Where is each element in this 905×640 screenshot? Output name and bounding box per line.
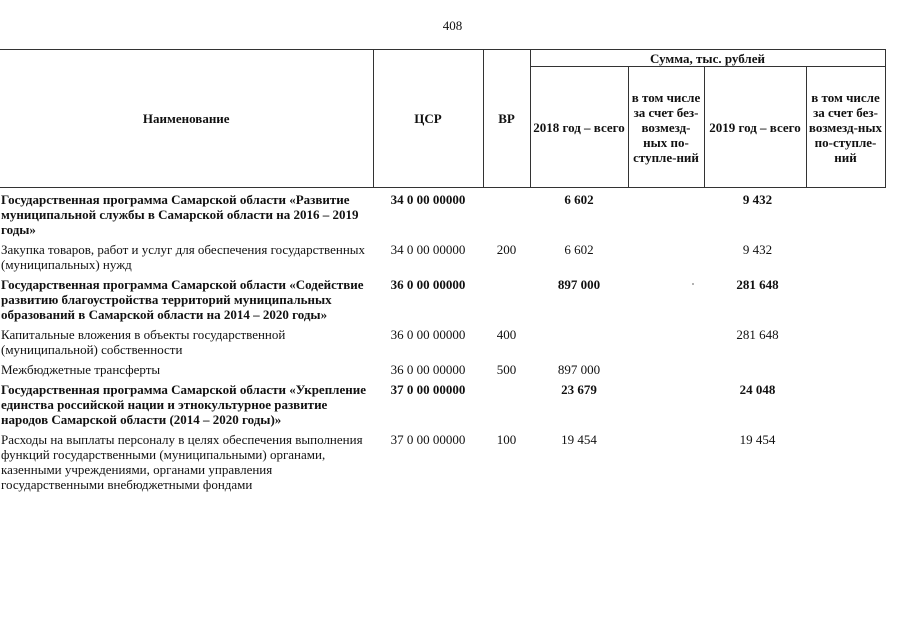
cell-vr: 200 <box>496 242 517 257</box>
header-sum-group: Сумма, тыс. рублей <box>530 50 885 67</box>
cell-vr <box>483 188 530 243</box>
cell-2018-free <box>628 327 704 362</box>
cell-2018-free <box>628 382 704 432</box>
cell-2018-total: 19 454 <box>561 432 597 447</box>
cell-2019-total: 19 454 <box>739 432 776 447</box>
cell-2018-total <box>530 327 628 362</box>
cell-csr: 36 0 00 00000 <box>390 327 466 342</box>
table-body <box>0 188 885 498</box>
cell-name: Государственная программа Самарской области «Укрепление единства российской нации и этнокультурное развитие народов Самарской области (2014 – 2020 годы)» <box>1 382 366 427</box>
header-csr: ЦСР <box>373 50 483 188</box>
cell-vr: 400 <box>496 327 517 342</box>
cell-vr <box>483 382 530 432</box>
header-2019-free: в том числе за счет без-возмезд-ных по-ступле-ний <box>806 67 885 188</box>
table-row <box>0 242 885 277</box>
budget-table <box>0 49 886 497</box>
program-row <box>0 382 885 432</box>
cell-2018-total: 897 000 <box>557 362 601 377</box>
cell-2018-free <box>628 188 704 243</box>
cell-name: Расходы на выплаты персоналу в целях обеспечения выполнения функций государственными (муниципальными) органами, казенными учреждениями, органами управления государственными внебюджетными фондами <box>1 432 363 492</box>
cell-2018-free <box>628 432 704 497</box>
cell-2019-total: 281 648 <box>736 327 779 342</box>
header-2019-total: 2019 год – всего <box>704 67 806 188</box>
cell-name: Государственная программа Самарской области «Содействие развитию благоустройства территорий муниципальных образований в Самарской области на 2014 – 2020 годы» <box>1 277 364 322</box>
cell-2018-free <box>628 242 704 277</box>
cell-name: Государственная программа Самарской области «Развитие муниципальной службы в Самарской области на 2016 – 2019 годы» <box>1 192 359 237</box>
cell-csr: 34 0 00 00000 <box>390 242 466 257</box>
cell-name: Межбюджетные трансферты <box>1 362 161 377</box>
cell-csr: 37 0 00 00000 <box>390 432 466 447</box>
cell-vr: 100 <box>496 432 517 447</box>
cell-2019-total: 24 048 <box>739 382 776 397</box>
cell-2018-total: 897 000 <box>557 277 601 292</box>
table-row <box>0 327 885 362</box>
table-row <box>0 432 885 497</box>
header-2018-total: 2018 год – всего <box>530 67 628 188</box>
program-row <box>0 277 885 327</box>
cell-2019-free <box>806 188 885 243</box>
cell-2019-free <box>806 242 885 277</box>
table-row <box>0 362 885 382</box>
cell-name: Капитальные вложения в объекты государственной (муниципальной) собственности <box>1 327 286 357</box>
cell-2018-free <box>628 362 704 382</box>
cell-vr: 500 <box>496 362 517 377</box>
cell-csr: 36 0 00 00000 <box>390 362 466 377</box>
cell-2019-total: 281 648 <box>736 277 779 292</box>
cell-csr: 34 0 00 00000 <box>390 192 466 207</box>
cell-2019-total: 9 432 <box>742 192 773 207</box>
cell-2019-total <box>704 362 806 382</box>
header-name: Наименование <box>0 50 373 188</box>
cell-2018-total: 6 602 <box>564 192 594 207</box>
cell-name: Закупка товаров, работ и услуг для обеспечения государственных (муниципальных) нужд <box>1 242 366 272</box>
cell-vr <box>483 277 530 327</box>
cell-2018-total: 23 679 <box>561 382 597 397</box>
cell-csr: 36 0 00 00000 <box>390 277 466 292</box>
program-row <box>0 188 885 243</box>
cell-2019-total: 9 432 <box>742 242 773 257</box>
cell-2018-free <box>628 277 704 327</box>
header-2018-free: в том числе за счет без-возмезд-ных по-ступле-ний <box>628 67 704 188</box>
cell-2019-free <box>806 277 885 327</box>
cell-2019-free <box>806 327 885 362</box>
table-header <box>0 50 885 188</box>
cell-2019-free <box>806 382 885 432</box>
header-vr: ВР <box>483 50 530 188</box>
cell-2018-total: 6 602 <box>564 242 594 257</box>
cell-2019-free <box>806 362 885 382</box>
page-number: 408 <box>442 18 463 33</box>
cell-csr: 37 0 00 00000 <box>390 382 466 397</box>
cell-2019-free <box>806 432 885 497</box>
